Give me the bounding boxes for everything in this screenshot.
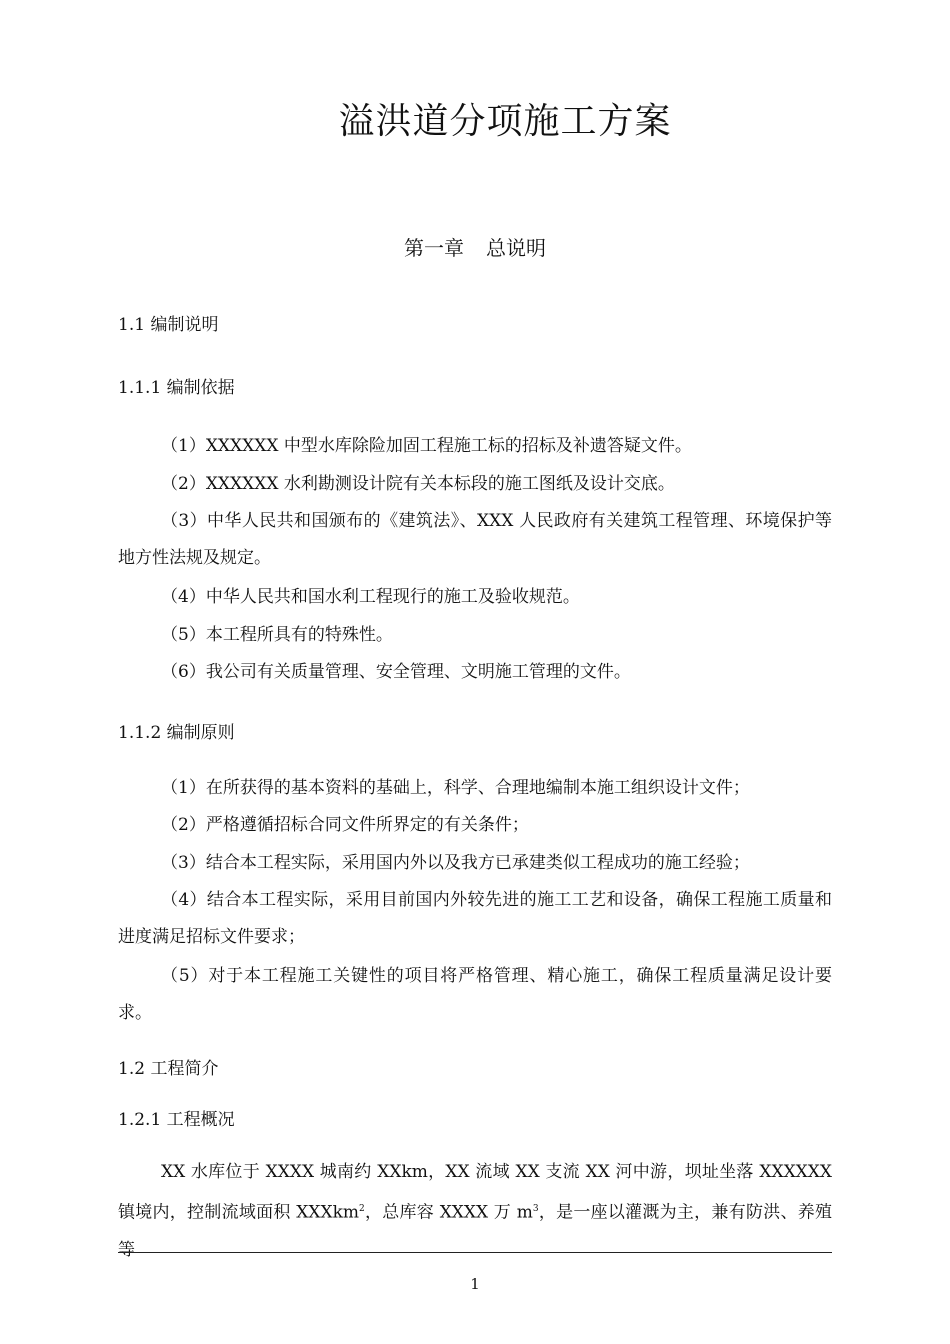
section-heading-1-2: 1.2 工程简介 [118,1059,219,1079]
volume-unit-superscript: 3 [532,1204,539,1214]
chapter-number: 第一章 [404,236,464,260]
overview-text-part2: ，总库容 XXXX 万 m [364,1202,533,1223]
basis-item-4: （4）中华人民共和国水利工程现行的施工及验收规范。 [161,587,580,607]
page-number: 1 [470,1275,480,1293]
section-heading-1-1-2: 1.1.2 编制原则 [118,723,235,743]
section-heading-1-2-1: 1.2.1 工程概况 [118,1110,235,1130]
basis-item-6: （6）我公司有关质量管理、安全管理、文明施工管理的文件。 [161,662,631,682]
principle-item-5: （5）对于本工程施工关键性的项目将严格管理、精心施工，确保工程质量满足设计要求。 [118,966,832,1023]
page-title: 溢洪道分项施工方案 [338,101,672,142]
principle-item-3: （3）结合本工程实际，采用国内外以及我方已承建类似工程成功的施工经验； [161,853,750,873]
overview-text-part3: ，是一座以灌溉为主，兼有防洪、养殖等 [118,1202,832,1260]
chapter-name: 总说明 [486,236,546,260]
basis-item-2: （2）XXXXXX 水利勘测设计院有关本标段的施工图纸及设计交底。 [161,474,675,494]
principle-item-4: （4）结合本工程实际，采用目前国内外较先进的施工工艺和设备，确保工程施工质量和进度满足招标文件要求； [118,890,832,947]
basis-item-1: （1）XXXXXX 中型水库除险加固工程施工标的招标及补遗答疑文件。 [161,436,692,456]
basis-item-3: （3）中华人民共和国颁布的《建筑法》、XXX 人民政府有关建筑工程管理、环境保护等地方性法规及规定。 [118,511,832,568]
section-heading-1-1: 1.1 编制说明 [118,315,219,335]
chapter-title [0,234,950,262]
area-unit-superscript: 2 [359,1204,365,1214]
overview-text-part1: XX 水库位于 XXXX 城南约 XXkm，XX 流域 XX 支流 XX 河中游，坝址坐落 XXXXXX 镇境内，控制流域面积 XXXkm [118,1162,832,1223]
basis-item-5: （5）本工程所具有的特殊性。 [161,625,393,645]
section-heading-1-1-1: 1.1.1 编制依据 [118,378,235,398]
principle-item-1: （1）在所获得的基本资料的基础上，科学、合理地编制本施工组织设计文件； [161,778,750,798]
principle-item-2: （2）严格遵循招标合同文件所界定的有关条件； [161,815,529,835]
footer-rule [118,1252,832,1253]
